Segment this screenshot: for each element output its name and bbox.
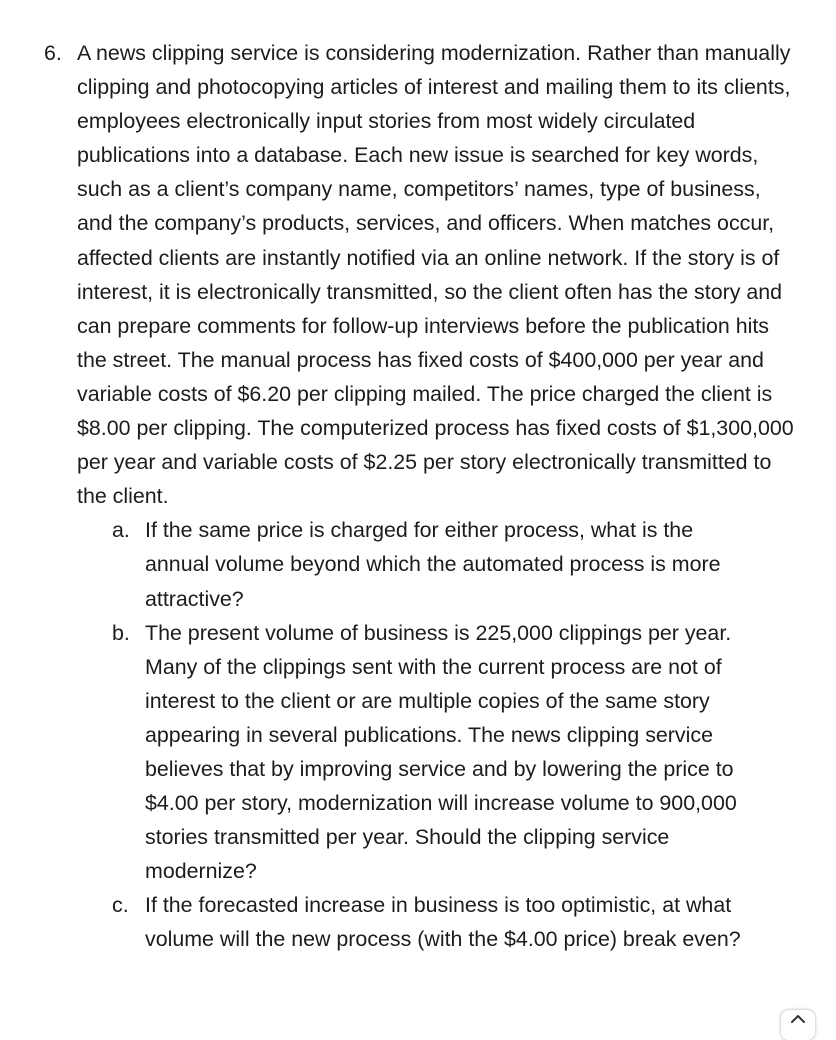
chevron-up-icon [791, 1014, 805, 1024]
problem-number: 6. [44, 41, 62, 65]
part-text: If the same price is charged for either process, what is the annual volume beyond which the automated process is more attractive? [145, 518, 721, 611]
problem-parts [112, 513, 762, 956]
problem-statement: A news clipping service is considering modernization. Rather than manually clipping and photocopying articles of interest and mailing them to its clients, employees electronically input stories from most widely circulated publications into a database. Each new issue is searched for key words, such as a client’s company name, competitors’ names, type of business, and the company’s products, services, and officers. When matches occur, affected clients are instantly notified via an online network. If the story is of interest, it is electronically transmitted, so the client often has the story and can prepare comments for follow-up interviews before the publication hits the street. The manual process has fixed costs of $400,000 per year and variable costs of $6.20 per clipping mailed. The price charged the client is $8.00 per clipping. The computerized process has fixed costs of $1,300,000 per year and variable costs of $2.25 per story electronically transmitted to the client. [77, 41, 794, 509]
part-letter: c. [112, 893, 129, 918]
part-letter: b. [112, 620, 130, 645]
scroll-up-button[interactable] [781, 1010, 815, 1040]
part-letter: a. [112, 518, 130, 543]
part-c [112, 888, 762, 956]
problem-6 [44, 36, 804, 957]
part-a [112, 513, 762, 615]
part-text: The present volume of business is 225,000 clippings per year. Many of the clippings sent with the current process are not of interest to the client or are multiple copies of the same story appearing in several publications. The news clipping service believes that by improving service and by lowering the price to $4.00 per story, modernization will increase volume to 900,000 stories transmitted per year. Should the clipping service modernize? [145, 620, 737, 884]
part-text: If the forecasted increase in business is too optimistic, at what volume will the new process (with the $4.00 price) break even? [145, 893, 741, 952]
part-b [112, 616, 762, 889]
